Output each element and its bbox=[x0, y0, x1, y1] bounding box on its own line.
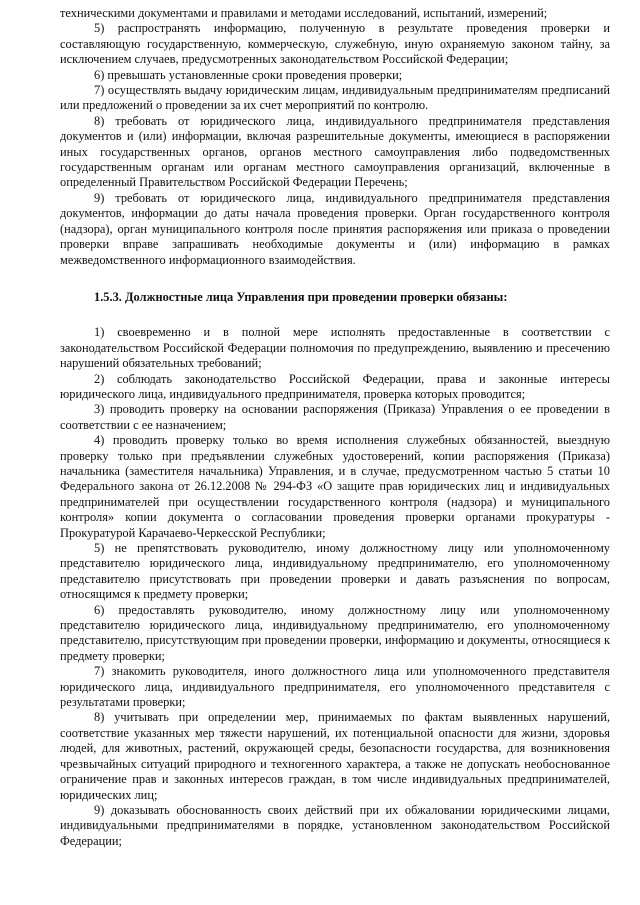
paragraph-duty-8: 8) учитывать при определении мер, принимаемых по фактам выявленных нарушений, соответствие указанных мер тяжести нарушений, их потенциальной опасности для жизни, здоровья людей, для животных, растений, окружающей среды, безопасности государства, для возникновения чрезвычайных ситуаций природного и техногенного характера, а также не допускать необоснованное ограничение прав и законных интересов граждан, в том числе индивидуальных предпринимателей, юридических лиц; bbox=[60, 710, 610, 802]
section-heading: 1.5.3. Должностные лица Управления при проведении проверки обязаны: bbox=[94, 289, 508, 304]
paragraph-duty-7: 7) знакомить руководителя, иного должностного лица или уполномоченного представителя юридического лица, индивидуального предпринимателя, его уполномоченного представителя с результатами проверки; bbox=[60, 664, 610, 710]
paragraph-prohibition-7: 7) осуществлять выдачу юридическим лицам, индивидуальным предпринимателям предписаний или предложений о проведении за их счет мероприятий по контролю. bbox=[60, 83, 610, 113]
paragraph-duty-3: 3) проводить проверку на основании распоряжения (Приказа) Управления о ее проведении в соответствии с ее назначением; bbox=[60, 402, 610, 432]
paragraph-continuation: техническими документами и правилами и методами исследований, испытаний, измерений; bbox=[60, 6, 548, 20]
paragraph-duty-5: 5) не препятствовать руководителю, иному должностному лицу или уполномоченному представителю юридического лица, индивидуальному предпринимателю, его уполномоченному представителю присутствовать при проведении проверки и давать разъяснения по вопросам, относящимся к предмету проверки; bbox=[60, 541, 610, 602]
paragraph-duty-9: 9) доказывать обоснованность своих действий при их обжаловании юридическими лицами, индивидуальными предпринимателями в порядке, установленном законодательством Российской Федерации; bbox=[60, 802, 610, 848]
paragraph-prohibition-9: 9) требовать от юридического лица, индивидуального предпринимателя представления документов, информации до даты начала проведения проверки. Орган государственного контроля (надзора), орган муниципального контроля после принятия распоряжения или приказа о проведении проверки вправе запрашивать необходимые документы и (или) информацию в рамках межведомственного информационного взаимодействия. bbox=[60, 190, 610, 267]
paragraph-duty-6: 6) предоставлять руководителю, иному должностному лицу или уполномоченному представителю юридического лица, индивидуальному предпринимателю, его уполномоченному представителю, присутствующим при проведении проверки, информацию и документы, относящиеся к предмету проверки; bbox=[60, 602, 610, 663]
paragraph-prohibition-6: 6) превышать установленные сроки проведения проверки; bbox=[94, 67, 403, 82]
paragraph-duty-1: 1) своевременно и в полной мере исполнять предоставленные в соответствии с законодательством Российской Федерации полномочия по предупреждению, выявлению и пресечению нарушений обязательных требований; bbox=[60, 325, 610, 371]
paragraph-prohibition-8: 8) требовать от юридического лица, индивидуального предпринимателя представления документов и (или) информации, включая разрешительные документы, имеющиеся в распоряжении иных государственных органов, органов местного самоуправления либо подведомственных государственным органам или органам местного самоуправления организаций, включенные в определенный Правительством Российской Федерации Перечень; bbox=[60, 113, 610, 190]
paragraph-duty-4: 4) проводить проверку только во время исполнения служебных обязанностей, выездную проверку только при предъявлении служебных удостоверений, копии распоряжения (Приказа) начальника (заместителя начальника) Управления, и в случае, предусмотренном частью 5 статьи 10 Федерального закона от 26.12.2008 № 294-ФЗ «О защите прав юридических лиц и индивидуальных предпринимателей при осуществлении государственного контроля (надзора) и муниципального контроля» копии документа о согласовании проведения проверки органами прокуратуры - Прокуратурой Карачаево-Черкесской Республики; bbox=[60, 433, 610, 540]
paragraph-prohibition-5: 5) распространять информацию, полученную в результате проведения проверки и составляющую государственную, коммерческую, служебную, иную охраняемую законом тайну, за исключением случаев, предусмотренных законодательством Российской Федерации; bbox=[60, 21, 610, 67]
paragraph-duty-2: 2) соблюдать законодательство Российской Федерации, права и законные интересы юридического лица, индивидуального предпринимателя, проверка которых проводится; bbox=[60, 371, 610, 401]
